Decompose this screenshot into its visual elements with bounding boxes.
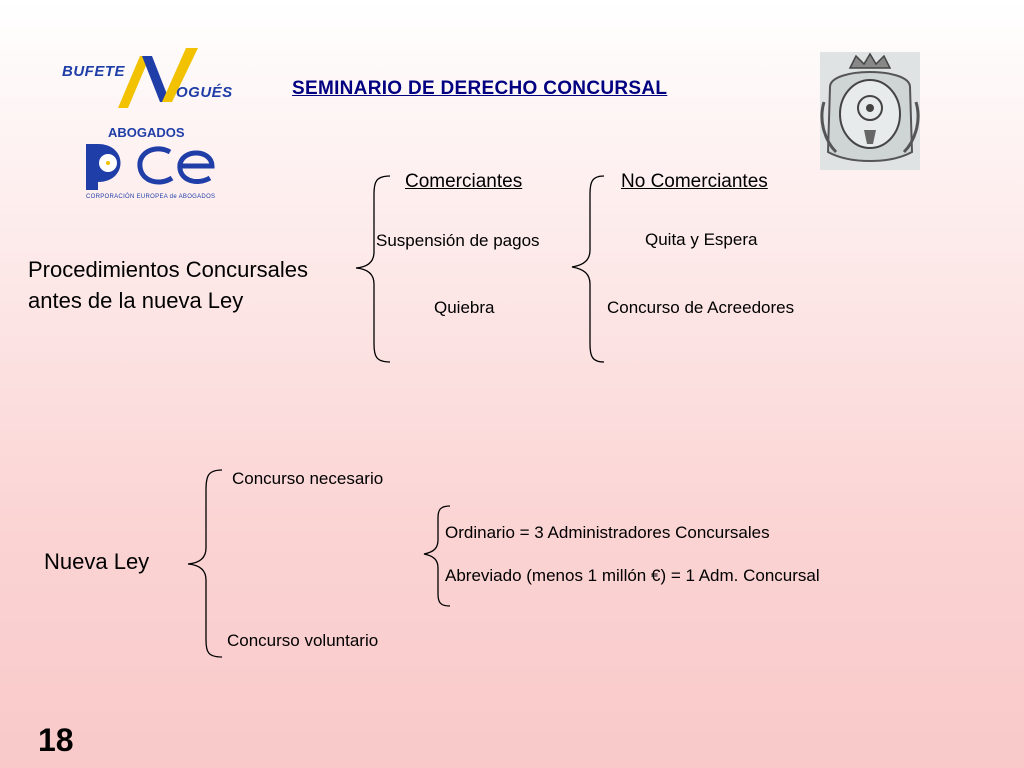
- item-quita-y-espera: Quita y Espera: [645, 230, 758, 249]
- item-ordinario: Ordinario = 3 Administradores Concursales: [445, 523, 770, 542]
- col-no-comerciantes-head: No Comerciantes: [621, 171, 768, 192]
- brace-section2-main: [188, 470, 222, 657]
- brace-section2-sub: [424, 506, 450, 606]
- item-concurso-de-acreedores: Concurso de Acreedores: [607, 298, 795, 317]
- slide-title: SEMINARIO DE DERECHO CONCURSAL: [292, 78, 668, 99]
- brace-section1-main: [356, 176, 390, 362]
- item-concurso-voluntario: Concurso voluntario: [227, 631, 379, 650]
- section2-label: Nueva Ley: [44, 549, 150, 574]
- slide-number: 18: [38, 722, 74, 758]
- item-abreviado: Abreviado (menos 1 millón €) = 1 Adm. Concursal: [445, 566, 820, 585]
- brace-section1-col2: [572, 176, 604, 362]
- item-suspension-de-pagos: Suspensión de pagos: [376, 231, 540, 250]
- section1-label-line1: Procedimientos Concursales: [28, 257, 309, 282]
- section1-label-line2: antes de la nueva Ley: [28, 288, 244, 313]
- col-comerciantes-head: Comerciantes: [405, 171, 523, 192]
- cea-caption: CORPORACIÓN EUROPEA de ABOGADOS: [86, 194, 216, 200]
- logo-ogues-text: OGUÉS: [176, 84, 233, 101]
- item-concurso-necesario: Concurso necesario: [232, 469, 384, 488]
- logo-bufete-text: BUFETE: [62, 63, 125, 80]
- item-quiebra: Quiebra: [434, 298, 495, 317]
- logo-abogados-text: ABOGADOS: [108, 125, 185, 140]
